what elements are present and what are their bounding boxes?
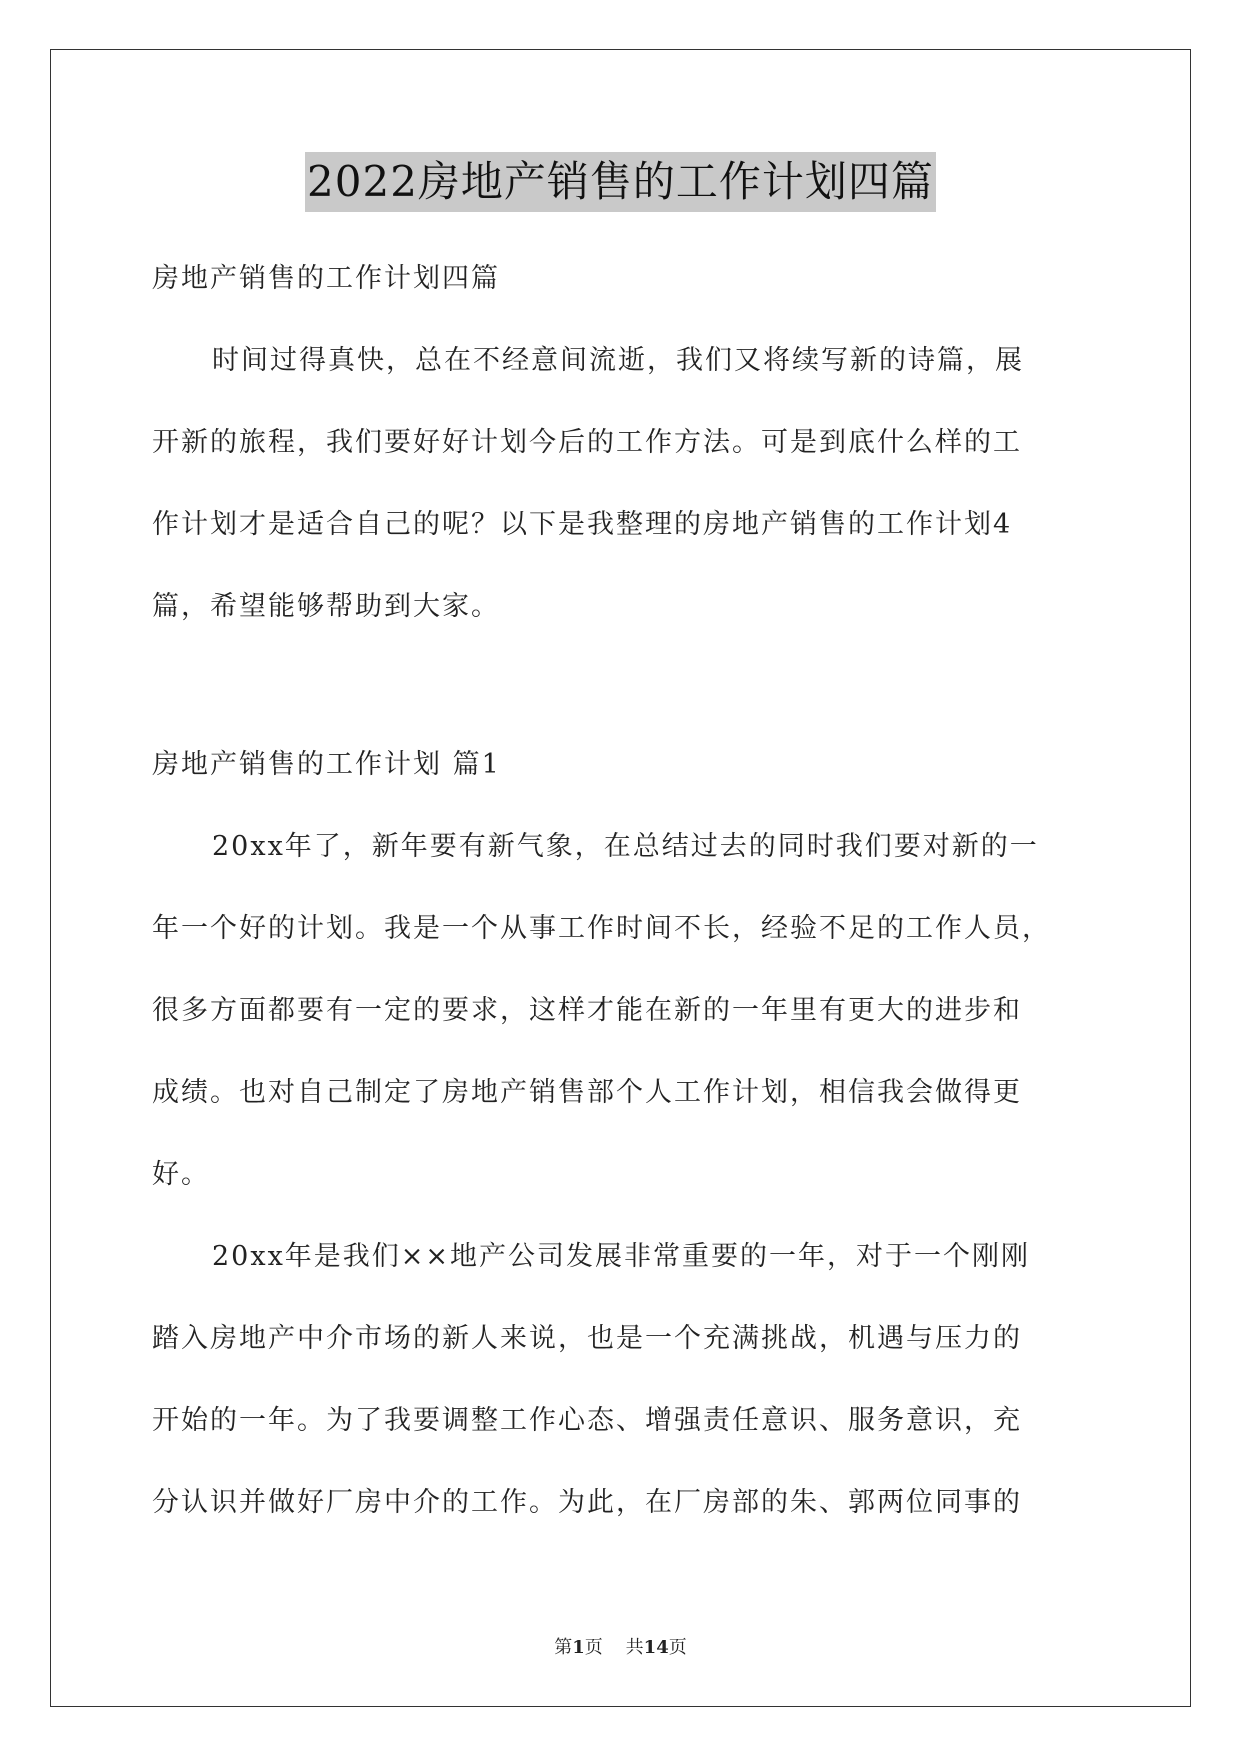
paragraph2-line: 开始的一年。为了我要调整工作心态、增强责任意识、服务意识，充: [152, 1405, 1022, 1436]
intro-line: 作计划才是适合自己的呢？以下是我整理的房地产销售的工作计划4: [152, 509, 1013, 540]
page-suffix: 页: [668, 1637, 687, 1658]
page-footer: [0, 1633, 1241, 1659]
paragraph1-line: 年一个好的计划。我是一个从事工作时间不长，经验不足的工作人员，: [152, 913, 1051, 944]
subtitle: 房地产销售的工作计划四篇: [152, 263, 500, 294]
paragraph2-line: 踏入房地产中介市场的新人来说，也是一个充满挑战，机遇与压力的: [152, 1323, 1022, 1354]
page-current: 1: [572, 1637, 585, 1658]
page-prefix: 第: [554, 1637, 573, 1658]
paragraph1-line: 成绩。也对自己制定了房地产销售部个人工作计划，相信我会做得更: [152, 1077, 1022, 1108]
paragraph2-line: 20xx年是我们××地产公司发展非常重要的一年，对于一个刚刚: [212, 1241, 1031, 1272]
section-gap: [152, 648, 1092, 724]
document-title: 2022房地产销售的工作计划四篇: [305, 152, 936, 212]
paragraph1-line: 很多方面都要有一定的要求，这样才能在新的一年里有更大的进步和: [152, 995, 1022, 1026]
page-total: 14: [643, 1637, 669, 1658]
intro-line: 篇，希望能够帮助到大家。: [152, 591, 500, 622]
paragraph1-line: 20xx年了，新年要有新气象，在总结过去的同时我们要对新的一: [212, 831, 1039, 862]
paragraph2-line: 分认识并做好厂房中介的工作。为此，在厂房部的朱、郭两位同事的: [152, 1487, 1022, 1518]
document-body: [152, 238, 1092, 1544]
title-container: [0, 152, 1241, 212]
paragraph1-line: 好。: [152, 1159, 210, 1190]
page-mid: 页 共: [584, 1637, 644, 1658]
intro-line: 时间过得真快，总在不经意间流逝，我们又将续写新的诗篇，展: [212, 345, 1024, 376]
section-heading: 房地产销售的工作计划 篇1: [152, 749, 501, 780]
intro-line: 开新的旅程，我们要好好计划今后的工作方法。可是到底什么样的工: [152, 427, 1022, 458]
